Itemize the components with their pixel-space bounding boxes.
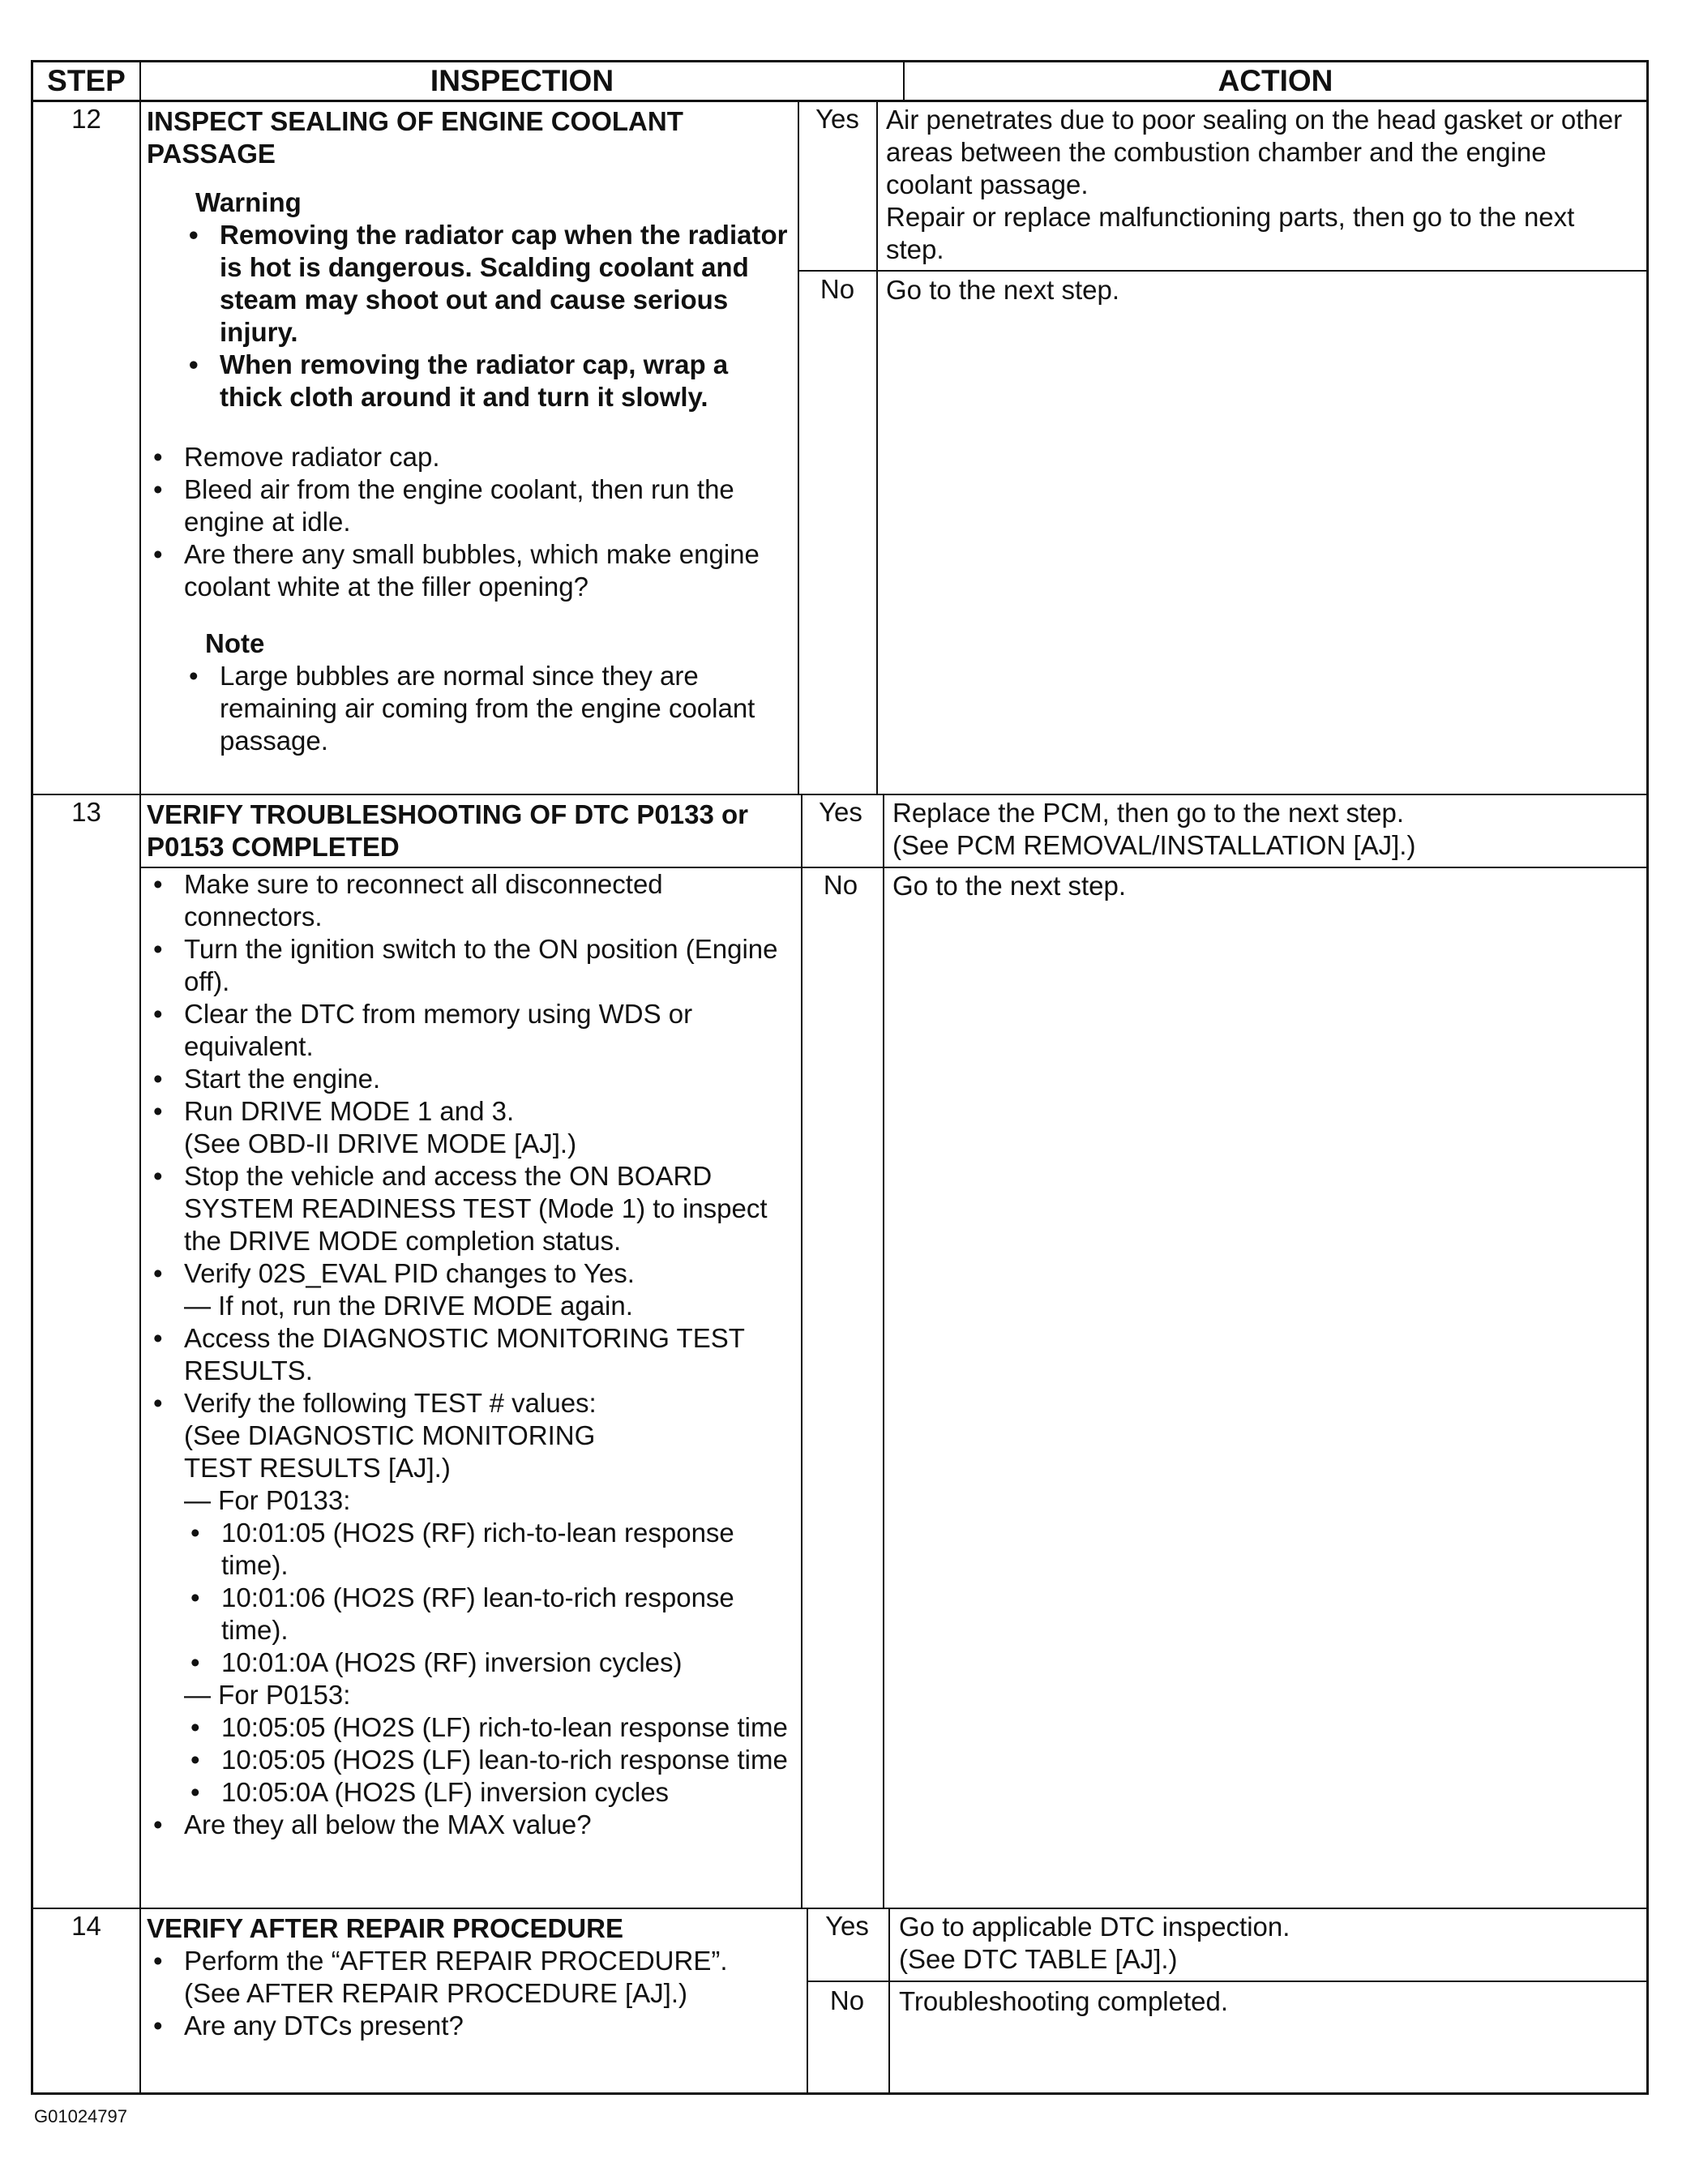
list-subtext: — For P0153: — [184, 1680, 351, 1710]
list-item: • Access the DIAGNOSTIC MONITORING TEST RESULTS. — [147, 1322, 798, 1387]
inspection-cell — [147, 1912, 805, 2042]
action-no: Go to the next step. — [886, 275, 1120, 305]
step-number: 13 — [71, 797, 101, 827]
note-list — [182, 660, 795, 757]
p0153-list — [147, 1711, 798, 1809]
action-text: Replace the PCM, then go to the next step. — [892, 798, 1405, 828]
list-item: • Run DRIVE MODE 1 and 3. — [147, 1095, 798, 1128]
list-subtext: (See OBD-II DRIVE MODE [AJ].) — [184, 1128, 577, 1158]
header-inspection: INSPECTION — [430, 64, 614, 97]
list-subtext: TEST RESULTS [AJ].) — [184, 1453, 451, 1483]
list-item: • Remove radiator cap. — [147, 441, 795, 473]
list-subtext: — For P0133: — [184, 1485, 351, 1515]
list-item: • Large bubbles are normal since they are remaining air coming from the engine coolant passage. — [182, 660, 795, 757]
list-item: • Turn the ignition switch to the ON position (Engine off). — [147, 933, 798, 998]
list-item: • Are they all below the MAX value? — [147, 1809, 798, 1841]
figure-id: G01024797 — [34, 2106, 127, 2126]
inspection-title: INSPECT SEALING OF ENGINE COOLANT — [147, 106, 683, 136]
inspection-title: VERIFY TROUBLESHOOTING OF DTC P0133 or — [147, 799, 749, 829]
answer-no: No — [820, 274, 855, 304]
list-subtext: (See DIAGNOSTIC MONITORING — [184, 1420, 596, 1450]
list-item: • Bleed air from the engine coolant, then run the engine at idle. — [147, 473, 795, 538]
list-item: • Clear the DTC from memory using WDS or equivalent. — [147, 998, 798, 1063]
list-item: • 10:01:05 (HO2S (RF) rich-to-lean response time). — [147, 1517, 798, 1582]
action-yes — [892, 797, 1630, 862]
list-item: • Verify 02S_EVAL PID changes to Yes. — [147, 1257, 798, 1290]
inspection-bullets — [147, 1945, 805, 2042]
header-action: ACTION — [1218, 64, 1333, 97]
list-item: • 10:05:05 (HO2S (LF) rich-to-lean response time — [147, 1711, 798, 1744]
action-text: (See DTC TABLE [AJ].) — [899, 1944, 1178, 1974]
answer-no: No — [829, 1985, 865, 2015]
p0133-list — [147, 1517, 798, 1679]
final-question — [147, 1809, 798, 1841]
list-item: • When removing the radiator cap, wrap a thick cloth around it and turn it slowly. — [182, 349, 795, 413]
table-row — [33, 795, 1646, 1909]
action-text: Air penetrates due to poor sealing on the head gasket or other areas between the combustion chamber and the engine coolant passage. — [886, 105, 1623, 199]
table-row — [33, 102, 1646, 795]
list-item: • Removing the radiator cap when the radiator is hot is dangerous. Scalding coolant and steam may shoot out and cause serious injury. — [182, 219, 795, 349]
list-item: • 10:05:0A (HO2S (LF) inversion cycles — [147, 1776, 798, 1809]
step-number: 14 — [71, 1911, 101, 1941]
inspection-cell — [147, 799, 798, 1841]
inspection-title: PASSAGE — [147, 139, 276, 169]
list-item: • Make sure to reconnect all disconnected connectors. — [147, 868, 798, 933]
action-yes — [899, 1911, 1630, 1976]
table-row — [33, 1909, 1646, 2092]
answer-yes: Yes — [815, 104, 859, 134]
inspection-bullets — [147, 441, 795, 603]
inspection-title: P0153 COMPLETED — [147, 832, 400, 862]
list-subtext: — If not, run the DRIVE MODE again. — [184, 1291, 633, 1321]
action-text: (See PCM REMOVAL/INSTALLATION [AJ].) — [892, 830, 1416, 860]
inspection-title: VERIFY AFTER REPAIR PROCEDURE — [147, 1913, 623, 1943]
action-no: Go to the next step. — [892, 871, 1127, 901]
action-no: Troubleshooting completed. — [899, 1986, 1229, 2016]
header-step: STEP — [47, 64, 126, 97]
answer-yes: Yes — [825, 1911, 869, 1941]
p0153-head — [147, 1679, 798, 1711]
note-label: Note — [205, 628, 265, 658]
table-header — [33, 62, 1646, 102]
list-item: • Start the engine. — [147, 1063, 798, 1095]
inspection-bullets — [147, 868, 798, 1517]
action-yes — [886, 104, 1630, 266]
warning-list — [182, 219, 795, 413]
list-item: • Verify the following TEST # values: — [147, 1387, 798, 1420]
troubleshooting-table — [31, 60, 1649, 2095]
action-text: Repair or replace malfunctioning parts, then go to the next step. — [886, 202, 1575, 264]
list-item: • 10:05:05 (HO2S (LF) lean-to-rich response time — [147, 1744, 798, 1776]
answer-yes: Yes — [819, 797, 862, 827]
list-item: • 10:01:06 (HO2S (RF) lean-to-rich response time). — [147, 1582, 798, 1647]
warning-label: Warning — [195, 187, 302, 217]
list-item: • Are any DTCs present? — [147, 2010, 805, 2042]
inspection-cell — [147, 105, 795, 757]
list-item: • Perform the “AFTER REPAIR PROCEDURE”. — [147, 1945, 805, 1977]
list-subtext: (See AFTER REPAIR PROCEDURE [AJ].) — [184, 1978, 688, 2008]
answer-no: No — [823, 870, 858, 900]
list-item: • Are there any small bubbles, which make engine coolant white at the filler opening? — [147, 538, 795, 603]
list-item: • 10:01:0A (HO2S (RF) inversion cycles) — [147, 1647, 798, 1679]
step-number: 12 — [71, 104, 101, 134]
list-item: • Stop the vehicle and access the ON BOARD SYSTEM READINESS TEST (Mode 1) to inspect the DRIVE MODE completion status. — [147, 1160, 798, 1257]
action-text: Go to applicable DTC inspection. — [899, 1912, 1290, 1942]
